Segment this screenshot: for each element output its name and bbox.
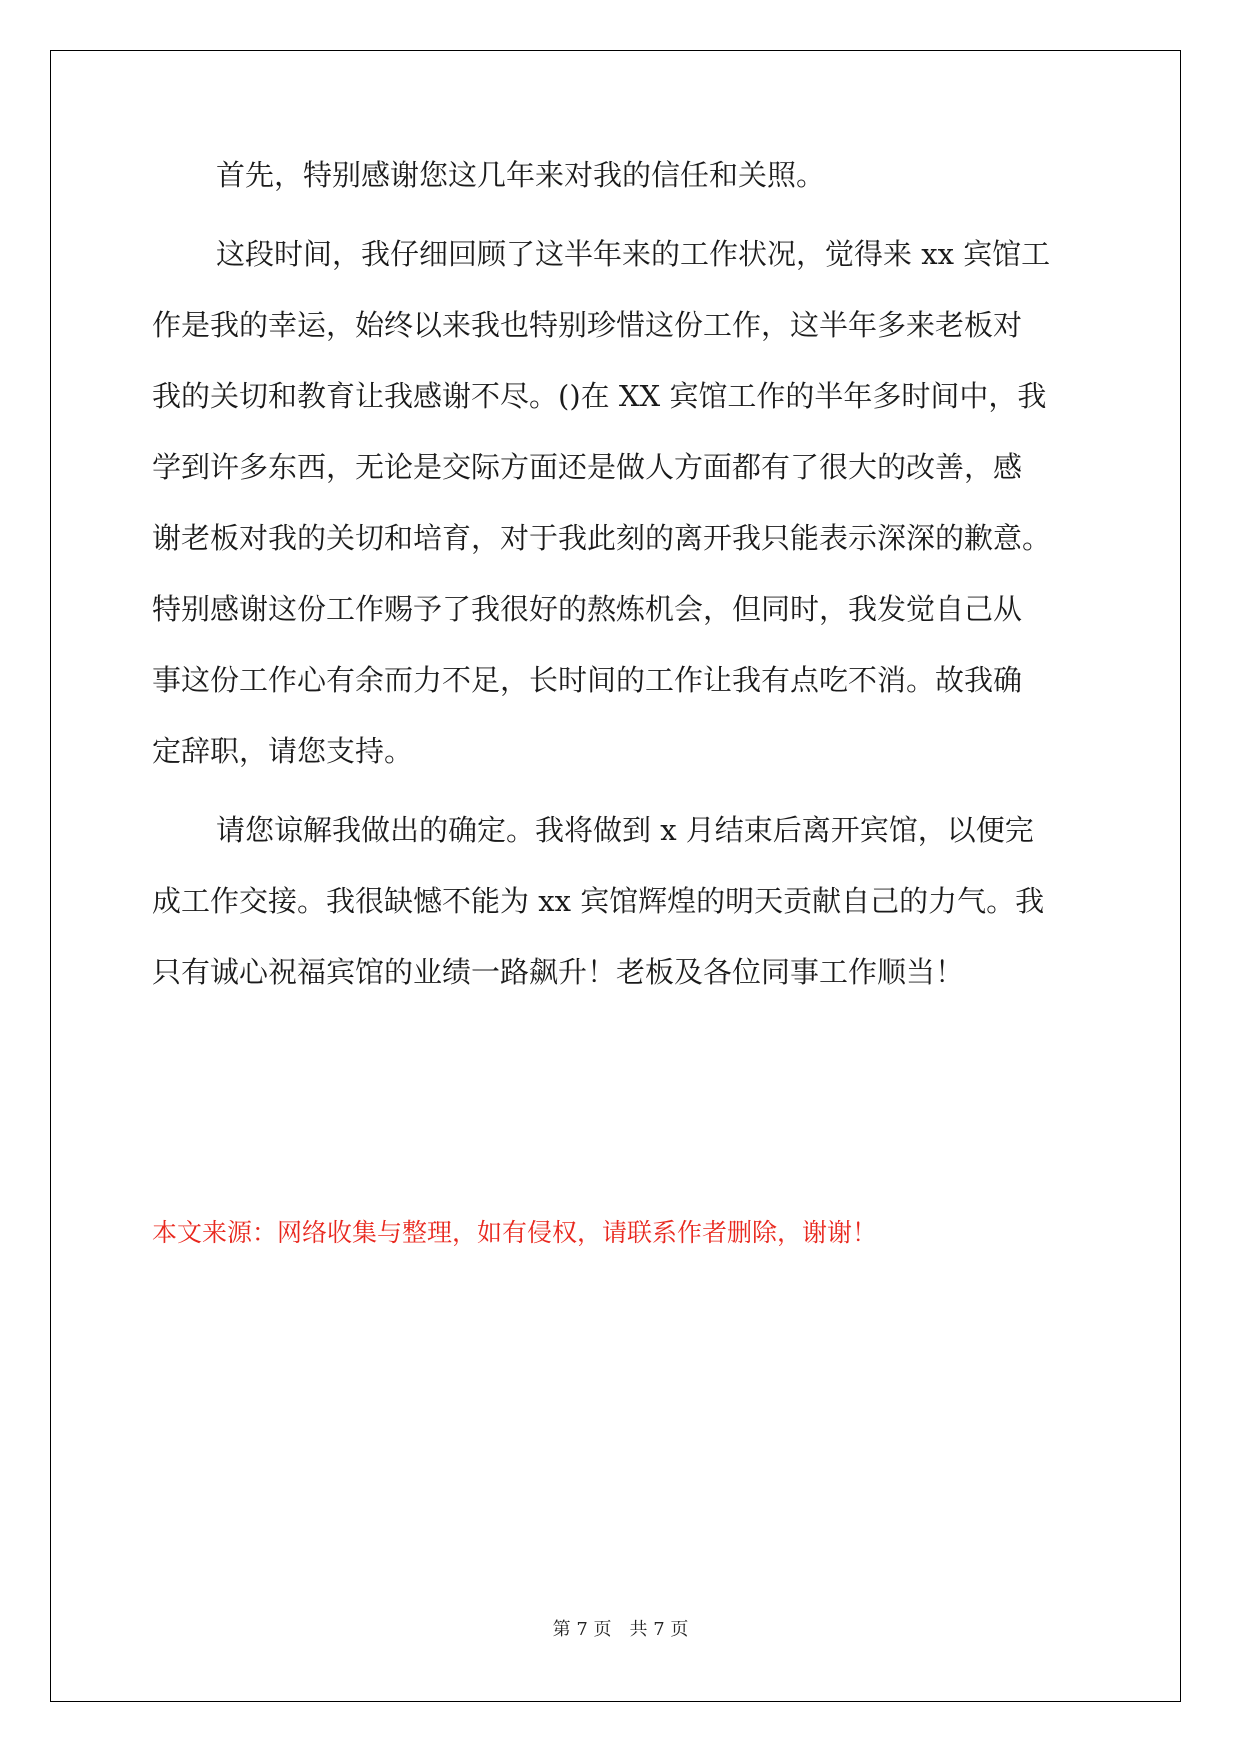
paragraph-1-line-1: 首先，特别感谢您这几年来对我的信任和关照。: [216, 158, 826, 192]
paragraph-2-line-8: 定辞职，请您支持。: [152, 734, 414, 768]
source-note: 本文来源：网络收集与整理，如有侵权，请联系作者删除，谢谢！: [152, 1218, 878, 1247]
page-number-footer: 第 7 页 共 7 页: [552, 1619, 689, 1640]
paragraph-2-line-3: 我的关切和教育让我感谢不尽。()在 XX 宾馆工作的半年多时间中，我: [152, 379, 1047, 413]
paragraph-3-line-3: 只有诚心祝福宾馆的业绩一路飙升！老板及各位同事工作顺当！: [152, 955, 965, 989]
paragraph-2-line-5: 谢老板对我的关切和培育，对于我此刻的离开我只能表示深深的歉意。: [152, 521, 1052, 555]
page-border: [50, 50, 1181, 1702]
paragraph-2-line-7: 事这份工作心有余而力不足，长时间的工作让我有点吃不消。故我确: [152, 663, 1023, 697]
paragraph-2-line-6: 特别感谢这份工作赐予了我很好的熬炼机会，但同时，我发觉自己从: [152, 592, 1023, 626]
paragraph-3-line-2: 成工作交接。我很缺憾不能为 xx 宾馆辉煌的明天贡献自己的力气。我: [152, 884, 1045, 918]
paragraph-2-line-4: 学到许多东西，无论是交际方面还是做人方面都有了很大的改善，感: [152, 450, 1023, 484]
paragraph-2-line-1: 这段时间，我仔细回顾了这半年来的工作状况，觉得来 xx 宾馆工: [216, 237, 1051, 271]
paragraph-3-line-1: 请您谅解我做出的确定。我将做到 x 月结束后离开宾馆，以便完: [216, 813, 1034, 847]
paragraph-2-line-2: 作是我的幸运，始终以来我也特别珍惜这份工作，这半年多来老板对: [152, 308, 1023, 342]
